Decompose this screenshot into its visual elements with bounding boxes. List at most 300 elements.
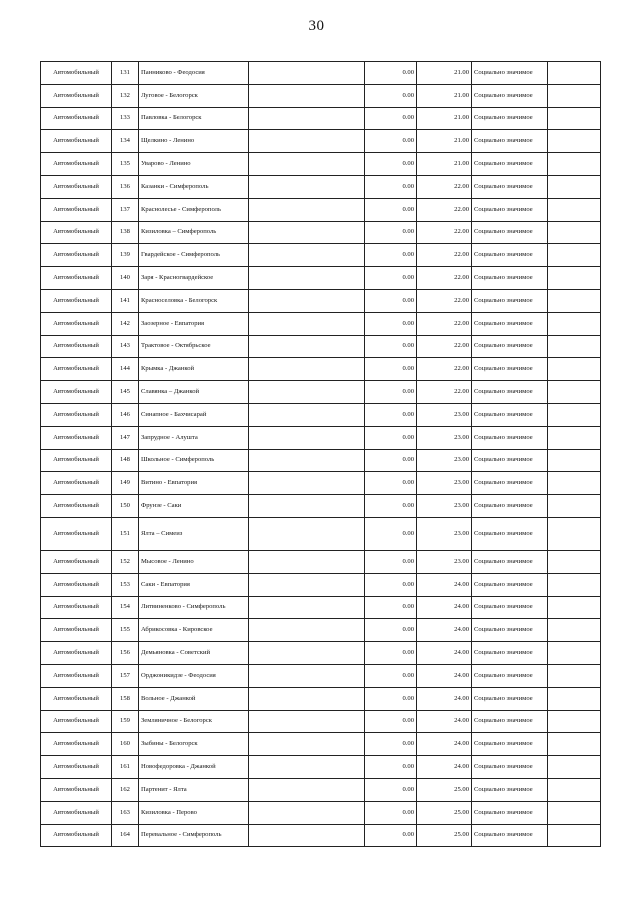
empty-cell [249,687,365,710]
min-value-cell: 0.00 [365,596,417,619]
table-row [41,335,601,358]
max-value-cell: 25.00 [417,801,472,824]
empty-cell [249,335,365,358]
table-row [41,221,601,244]
route-number-cell: 151 [112,517,139,550]
note-cell [548,84,601,107]
transport-type-cell: Автомобильный [41,801,112,824]
min-value-cell: 0.00 [365,130,417,153]
transport-type-cell: Автомобильный [41,756,112,779]
empty-cell [249,642,365,665]
route-number-cell: 159 [112,710,139,733]
route-number-cell: 141 [112,289,139,312]
table-row [41,289,601,312]
empty-cell [249,426,365,449]
table-row [41,312,601,335]
empty-cell [249,733,365,756]
route-number-cell: 153 [112,573,139,596]
note-cell [548,710,601,733]
note-cell [548,381,601,404]
max-value-cell: 21.00 [417,84,472,107]
note-cell [548,62,601,85]
table-row [41,62,601,85]
route-name-cell: Зыбины - Белогорск [139,733,249,756]
transport-type-cell: Автомобильный [41,84,112,107]
note-cell [548,107,601,130]
empty-cell [249,619,365,642]
transport-type-cell: Автомобильный [41,244,112,267]
transport-type-cell: Автомобильный [41,153,112,176]
table-body [41,62,601,847]
route-number-cell: 145 [112,381,139,404]
empty-cell [249,801,365,824]
note-cell [548,619,601,642]
route-name-cell: Кизиловка - Перово [139,801,249,824]
max-value-cell: 21.00 [417,130,472,153]
min-value-cell: 0.00 [365,733,417,756]
empty-cell [249,267,365,290]
max-value-cell: 24.00 [417,733,472,756]
transport-type-cell: Автомобильный [41,778,112,801]
note-cell [548,596,601,619]
table-row [41,642,601,665]
route-name-cell: Фрунзе - Саки [139,495,249,518]
transport-type-cell: Автомобильный [41,596,112,619]
empty-cell [249,221,365,244]
note-cell [548,289,601,312]
category-cell: Социально значимое [472,550,548,573]
max-value-cell: 24.00 [417,664,472,687]
note-cell [548,358,601,381]
max-value-cell: 24.00 [417,710,472,733]
min-value-cell: 0.00 [365,664,417,687]
route-name-cell: Орджоникидзе - Феодосия [139,664,249,687]
route-name-cell: Школьное - Симферополь [139,449,249,472]
min-value-cell: 0.00 [365,449,417,472]
route-number-cell: 135 [112,153,139,176]
transport-type-cell: Автомобильный [41,824,112,847]
route-number-cell: 158 [112,687,139,710]
max-value-cell: 22.00 [417,289,472,312]
min-value-cell: 0.00 [365,687,417,710]
route-name-cell: Славянка – Джанкой [139,381,249,404]
transport-type-cell: Автомобильный [41,642,112,665]
table-row [41,778,601,801]
table-row [41,801,601,824]
route-name-cell: Синапное - Бахчисарай [139,403,249,426]
max-value-cell: 22.00 [417,358,472,381]
max-value-cell: 23.00 [417,426,472,449]
route-number-cell: 138 [112,221,139,244]
table-row [41,733,601,756]
route-name-cell: Заря - Красногвардейское [139,267,249,290]
min-value-cell: 0.00 [365,62,417,85]
note-cell [548,642,601,665]
route-name-cell: Саки - Евпатория [139,573,249,596]
empty-cell [249,358,365,381]
note-cell [548,403,601,426]
route-number-cell: 139 [112,244,139,267]
table-row [41,573,601,596]
table-row [41,130,601,153]
note-cell [548,573,601,596]
route-number-cell: 144 [112,358,139,381]
table-row [41,710,601,733]
max-value-cell: 25.00 [417,824,472,847]
transport-type-cell: Автомобильный [41,289,112,312]
min-value-cell: 0.00 [365,756,417,779]
route-number-cell: 149 [112,472,139,495]
category-cell: Социально значимое [472,358,548,381]
route-number-cell: 160 [112,733,139,756]
route-number-cell: 133 [112,107,139,130]
transport-type-cell: Автомобильный [41,573,112,596]
route-name-cell: Крымка - Джанкой [139,358,249,381]
note-cell [548,517,601,550]
note-cell [548,130,601,153]
route-name-cell: Щелкино - Ленино [139,130,249,153]
min-value-cell: 0.00 [365,358,417,381]
note-cell [548,198,601,221]
max-value-cell: 24.00 [417,619,472,642]
min-value-cell: 0.00 [365,710,417,733]
note-cell [548,335,601,358]
note-cell [548,550,601,573]
table-row [41,267,601,290]
empty-cell [249,153,365,176]
max-value-cell: 24.00 [417,596,472,619]
route-number-cell: 162 [112,778,139,801]
empty-cell [249,756,365,779]
note-cell [548,175,601,198]
route-number-cell: 142 [112,312,139,335]
note-cell [548,312,601,335]
category-cell: Социально значимое [472,244,548,267]
route-name-cell: Литвиненково - Симферополь [139,596,249,619]
route-name-cell: Демьяновка - Советский [139,642,249,665]
route-name-cell: Павловка - Белогорск [139,107,249,130]
category-cell: Социально значимое [472,107,548,130]
page-number: 30 [308,18,325,34]
route-number-cell: 131 [112,62,139,85]
min-value-cell: 0.00 [365,778,417,801]
category-cell: Социально значимое [472,289,548,312]
category-cell: Социально значимое [472,517,548,550]
table-row [41,107,601,130]
min-value-cell: 0.00 [365,824,417,847]
min-value-cell: 0.00 [365,153,417,176]
min-value-cell: 0.00 [365,198,417,221]
transport-type-cell: Автомобильный [41,449,112,472]
category-cell: Социально значимое [472,198,548,221]
route-number-cell: 164 [112,824,139,847]
min-value-cell: 0.00 [365,619,417,642]
min-value-cell: 0.00 [365,289,417,312]
table-row [41,664,601,687]
note-cell [548,449,601,472]
max-value-cell: 25.00 [417,778,472,801]
note-cell [548,426,601,449]
route-name-cell: Мысовое - Ленино [139,550,249,573]
route-name-cell: Абрикосовка - Кировское [139,619,249,642]
note-cell [548,824,601,847]
min-value-cell: 0.00 [365,175,417,198]
transport-type-cell: Автомобильный [41,198,112,221]
max-value-cell: 22.00 [417,175,472,198]
max-value-cell: 23.00 [417,495,472,518]
route-number-cell: 137 [112,198,139,221]
empty-cell [249,84,365,107]
table-row [41,619,601,642]
min-value-cell: 0.00 [365,573,417,596]
route-number-cell: 136 [112,175,139,198]
min-value-cell: 0.00 [365,472,417,495]
transport-type-cell: Автомобильный [41,130,112,153]
category-cell: Социально значимое [472,175,548,198]
note-cell [548,267,601,290]
table-row [41,687,601,710]
route-number-cell: 156 [112,642,139,665]
empty-cell [249,449,365,472]
note-cell [548,244,601,267]
empty-cell [249,130,365,153]
category-cell: Социально значимое [472,687,548,710]
note-cell [548,801,601,824]
empty-cell [249,175,365,198]
min-value-cell: 0.00 [365,267,417,290]
category-cell: Социально значимое [472,824,548,847]
route-number-cell: 132 [112,84,139,107]
empty-cell [249,573,365,596]
note-cell [548,687,601,710]
category-cell: Социально значимое [472,403,548,426]
route-name-cell: Заозерное - Евпатория [139,312,249,335]
route-name-cell: Новофедоровка - Джанкой [139,756,249,779]
transport-type-cell: Автомобильный [41,312,112,335]
empty-cell [249,472,365,495]
max-value-cell: 24.00 [417,756,472,779]
transport-type-cell: Автомобильный [41,619,112,642]
transport-type-cell: Автомобильный [41,472,112,495]
empty-cell [249,403,365,426]
category-cell: Социально значимое [472,710,548,733]
table-row [41,198,601,221]
table-row [41,358,601,381]
max-value-cell: 22.00 [417,335,472,358]
empty-cell [249,710,365,733]
table-row [41,175,601,198]
route-name-cell: Панниково - Феодосия [139,62,249,85]
empty-cell [249,664,365,687]
route-name-cell: Кизиловка – Симферополь [139,221,249,244]
route-number-cell: 161 [112,756,139,779]
category-cell: Социально значимое [472,335,548,358]
transport-type-cell: Автомобильный [41,221,112,244]
transport-type-cell: Автомобильный [41,733,112,756]
routes-table [40,61,601,847]
min-value-cell: 0.00 [365,495,417,518]
note-cell [548,495,601,518]
route-number-cell: 157 [112,664,139,687]
min-value-cell: 0.00 [365,221,417,244]
empty-cell [249,381,365,404]
table-row [41,244,601,267]
table-row [41,596,601,619]
route-number-cell: 147 [112,426,139,449]
table-row [41,472,601,495]
category-cell: Социально значимое [472,495,548,518]
category-cell: Социально значимое [472,130,548,153]
note-cell [548,153,601,176]
max-value-cell: 23.00 [417,472,472,495]
table-row [41,84,601,107]
category-cell: Социально значимое [472,664,548,687]
category-cell: Социально значимое [472,381,548,404]
table-row [41,495,601,518]
transport-type-cell: Автомобильный [41,358,112,381]
note-cell [548,221,601,244]
empty-cell [249,550,365,573]
min-value-cell: 0.00 [365,244,417,267]
min-value-cell: 0.00 [365,381,417,404]
empty-cell [249,62,365,85]
table-row [41,550,601,573]
category-cell: Социально значимое [472,778,548,801]
transport-type-cell: Автомобильный [41,175,112,198]
empty-cell [249,312,365,335]
category-cell: Социально значимое [472,312,548,335]
transport-type-cell: Автомобильный [41,107,112,130]
route-name-cell: Казанки - Симферополь [139,175,249,198]
route-name-cell: Перевальное - Симферополь [139,824,249,847]
min-value-cell: 0.00 [365,403,417,426]
category-cell: Социально значимое [472,756,548,779]
empty-cell [249,517,365,550]
min-value-cell: 0.00 [365,107,417,130]
max-value-cell: 22.00 [417,267,472,290]
route-name-cell: Запрудное - Алушта [139,426,249,449]
max-value-cell: 24.00 [417,687,472,710]
max-value-cell: 24.00 [417,573,472,596]
empty-cell [249,107,365,130]
min-value-cell: 0.00 [365,84,417,107]
route-number-cell: 148 [112,449,139,472]
category-cell: Социально значимое [472,596,548,619]
max-value-cell: 22.00 [417,312,472,335]
route-number-cell: 143 [112,335,139,358]
category-cell: Социально значимое [472,449,548,472]
table-row [41,153,601,176]
route-name-cell: Красноселовка - Белогорск [139,289,249,312]
route-name-cell: Уварово - Ленино [139,153,249,176]
note-cell [548,472,601,495]
max-value-cell: 21.00 [417,62,472,85]
min-value-cell: 0.00 [365,642,417,665]
transport-type-cell: Автомобильный [41,403,112,426]
category-cell: Социально значимое [472,642,548,665]
category-cell: Социально значимое [472,62,548,85]
route-name-cell: Вольное - Джанкой [139,687,249,710]
category-cell: Социально значимое [472,472,548,495]
category-cell: Социально значимое [472,84,548,107]
route-number-cell: 140 [112,267,139,290]
table-row [41,517,601,550]
empty-cell [249,778,365,801]
route-number-cell: 150 [112,495,139,518]
transport-type-cell: Автомобильный [41,62,112,85]
max-value-cell: 24.00 [417,642,472,665]
min-value-cell: 0.00 [365,801,417,824]
transport-type-cell: Автомобильный [41,664,112,687]
transport-type-cell: Автомобильный [41,381,112,404]
min-value-cell: 0.00 [365,312,417,335]
category-cell: Социально значимое [472,153,548,176]
min-value-cell: 0.00 [365,517,417,550]
category-cell: Социально значимое [472,619,548,642]
route-name-cell: Гвардейское - Симферополь [139,244,249,267]
transport-type-cell: Автомобильный [41,710,112,733]
transport-type-cell: Автомобильный [41,517,112,550]
route-number-cell: 163 [112,801,139,824]
table-row [41,756,601,779]
category-cell: Социально значимое [472,573,548,596]
transport-type-cell: Автомобильный [41,495,112,518]
transport-type-cell: Автомобильный [41,550,112,573]
max-value-cell: 22.00 [417,198,472,221]
category-cell: Социально значимое [472,221,548,244]
max-value-cell: 22.00 [417,244,472,267]
max-value-cell: 21.00 [417,153,472,176]
route-name-cell: Земляничное - Белогорск [139,710,249,733]
category-cell: Социально значимое [472,801,548,824]
note-cell [548,756,601,779]
route-name-cell: Витино - Евпатория [139,472,249,495]
transport-type-cell: Автомобильный [41,267,112,290]
route-number-cell: 134 [112,130,139,153]
table-row [41,449,601,472]
note-cell [548,778,601,801]
route-name-cell: Ялта – Симеиз [139,517,249,550]
route-number-cell: 146 [112,403,139,426]
route-number-cell: 152 [112,550,139,573]
route-name-cell: Краснолесье - Симферополь [139,198,249,221]
category-cell: Социально значимое [472,733,548,756]
max-value-cell: 23.00 [417,403,472,426]
empty-cell [249,596,365,619]
max-value-cell: 22.00 [417,381,472,404]
table-row [41,824,601,847]
route-number-cell: 155 [112,619,139,642]
max-value-cell: 22.00 [417,221,472,244]
table-row [41,381,601,404]
transport-type-cell: Автомобильный [41,335,112,358]
max-value-cell: 21.00 [417,107,472,130]
transport-type-cell: Автомобильный [41,687,112,710]
empty-cell [249,824,365,847]
table-row [41,426,601,449]
empty-cell [249,289,365,312]
category-cell: Социально значимое [472,426,548,449]
empty-cell [249,495,365,518]
empty-cell [249,198,365,221]
route-name-cell: Партенит - Ялта [139,778,249,801]
max-value-cell: 23.00 [417,449,472,472]
transport-type-cell: Автомобильный [41,426,112,449]
min-value-cell: 0.00 [365,550,417,573]
max-value-cell: 23.00 [417,550,472,573]
max-value-cell: 23.00 [417,517,472,550]
note-cell [548,733,601,756]
